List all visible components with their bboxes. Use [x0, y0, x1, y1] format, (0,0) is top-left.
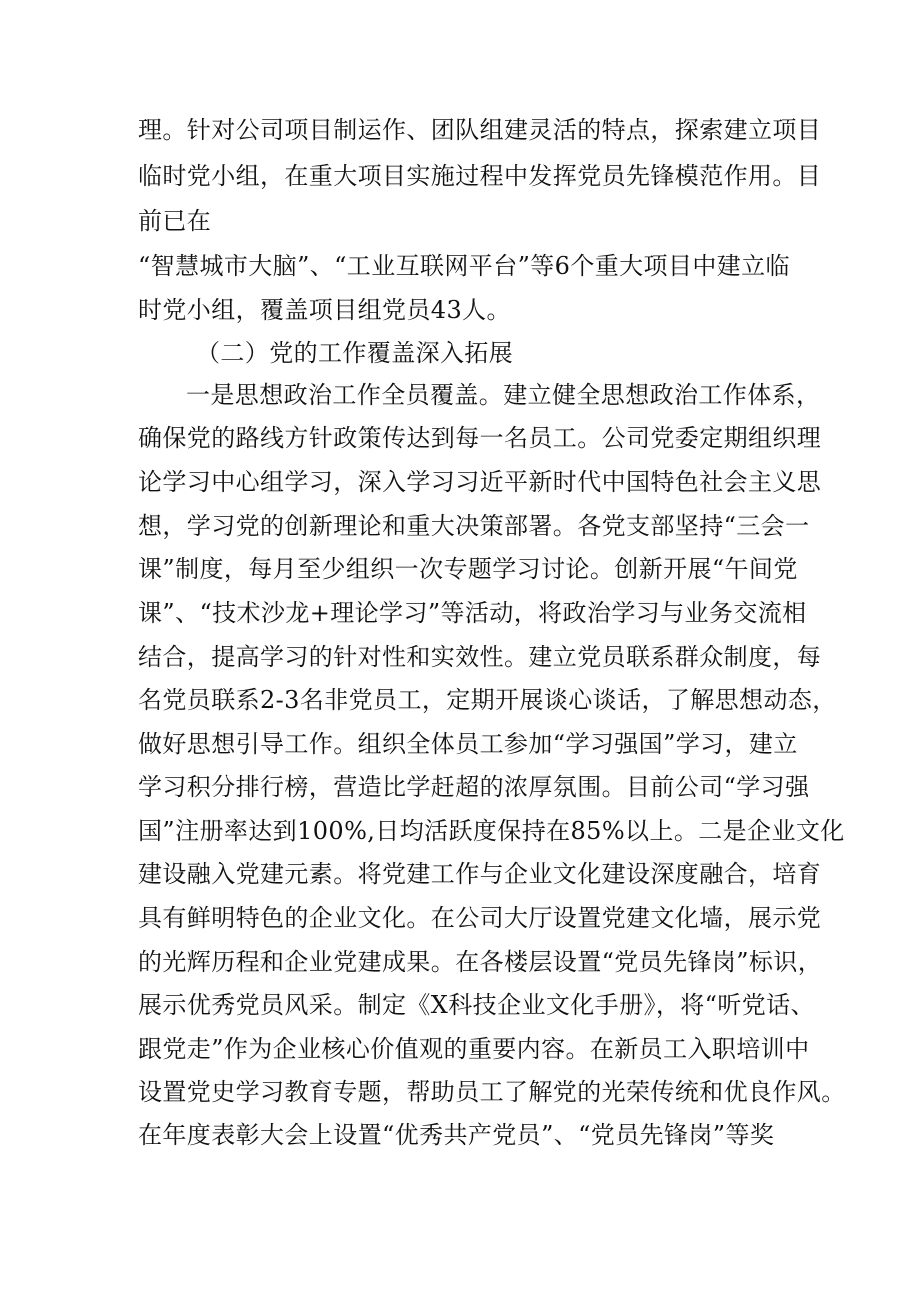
body-text-line: 理。针对公司项目制运作、团队组建灵活的特点，探索建立项目 — [138, 116, 822, 144]
body-text-line: 学习积分排行榜，营造比学赶超的浓厚氛围。目前公司“学习强 — [138, 773, 810, 801]
body-text-line: 结合，提高学习的针对性和实效性。建立党员联系群众制度，每 — [138, 643, 822, 671]
body-text-line: 课”、“技术沙龙+理论学习”等活动，将政治学习与业务交流相 — [138, 599, 807, 627]
body-text-line: 想，学习党的创新理论和重大决策部署。各党支部坚持“三会一 — [138, 512, 810, 540]
body-text-line: 在年度表彰大会上设置“优秀共产党员”、“党员先锋岗”等奖 — [138, 1121, 775, 1149]
body-text-line: “智慧城市大脑”、“工业互联网平台”等6个重大项目中建立临 — [138, 252, 790, 280]
body-text-line: 论学习中心组学习，深入学习习近平新时代中国特色社会主义思 — [138, 468, 822, 496]
body-text-line: 做好思想引导工作。组织全体员工参加“学习强国”学习，建立 — [138, 730, 798, 758]
section-heading: （二）党的工作覆盖深入拓展 — [196, 339, 514, 367]
body-text-line: 名党员联系2-3名非党员工，定期开展谈心谈话，了解思想动态， — [138, 686, 837, 714]
body-text-line: 跟党走”作为企业核心价值观的重要内容。在新员工入职培训中 — [138, 1035, 810, 1063]
body-text-line: 课”制度，每月至少组织一次专题学习讨论。创新开展“午间党 — [138, 555, 798, 583]
body-text-line: 确保党的路线方针政策传达到每一名员工。公司党委定期组织理 — [138, 424, 822, 452]
paragraph-first-line: 一是思想政治工作全员覆盖。建立健全思想政治工作体系， — [186, 381, 821, 409]
body-text-line: 设置党史学习教育专题，帮助员工了解党的光荣传统和优良作风。 — [138, 1078, 846, 1106]
body-text-line: 临时党小组，在重大项目实施过程中发挥党员先锋模范作用。目 — [138, 162, 822, 190]
body-text-line: 建设融入党建元素。将党建工作与企业文化建设深度融合，培育 — [138, 860, 822, 888]
body-text-line: 的光辉历程和企业党建成果。在各楼层设置“党员先锋岗”标识， — [138, 948, 823, 976]
body-text-line: 展示优秀党员风采。制定《X科技企业文化手册》，将“听党话、 — [138, 991, 815, 1019]
body-text-line: 国”注册率达到100%,日均活跃度保持在85%以上。二是企业文化 — [138, 817, 845, 845]
body-text-line: 时党小组，覆盖项目组党员43人。 — [138, 296, 511, 324]
body-text-line: 前已在 — [138, 207, 212, 235]
body-text-line: 具有鲜明特色的企业文化。在公司大厅设置党建文化墙，展示党 — [138, 904, 822, 932]
